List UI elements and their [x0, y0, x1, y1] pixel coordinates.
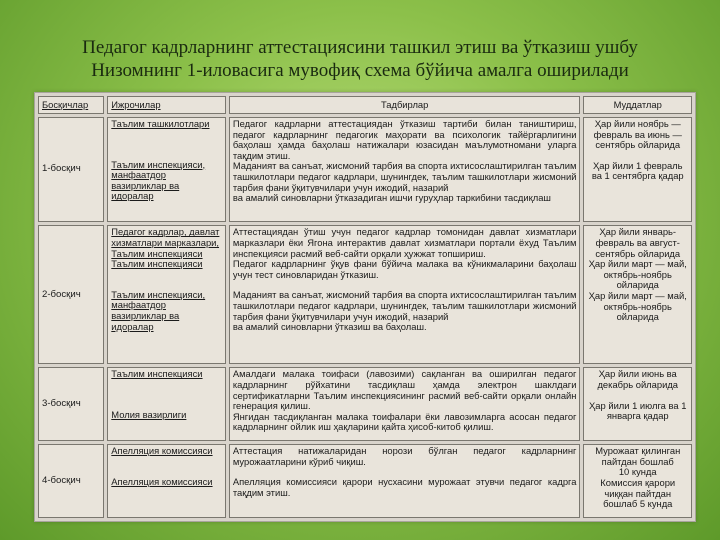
executors-cell [107, 367, 226, 441]
term-text: Ҳар йили июнь ва декабрь ойларида [597, 368, 679, 391]
event-text: Маданият ва санъат, жисмоний тарбия ва спорта ихтисослаштирилган таълим ташкилотлари педагог кадрлари, шунингдек, таълим ташкилотлари жисмоний тарбия фани ўқитувчилари учун ижодий, назарий [232, 289, 577, 322]
term-text: Ҳар йили март — май, октябрь-ноябрь ойларида [588, 289, 687, 323]
term-text: Ҳар йили март — май, октябрь-ноябрь ойларида [588, 258, 687, 291]
attestation-table [34, 92, 696, 522]
table-row [38, 444, 692, 518]
header-events: Тадбирлар [229, 96, 581, 114]
executor-text: Педагог кадрлар, давлат хизматлари марказлари, Таълим инспекцияси [111, 226, 220, 259]
table-row [38, 367, 692, 441]
table-row [38, 225, 692, 364]
term-text: Ҳар йили 1 февраль ва 1 сентябрга қадар [591, 159, 684, 182]
executor-text: Таълим инспекцияси [111, 368, 203, 380]
term-text: Ҳар йили январь-февраль ва август-сентябрь ойларида [595, 226, 681, 259]
header-executors: Ижрочилар [107, 96, 226, 114]
events-cell [229, 367, 581, 441]
term-text: Мурожаат қилинган пайтдан бошлаб [595, 445, 681, 467]
event-text: Янгидан тасдиқланган малака тоифалари ёки лавозимларга асосан педагог кадрларнинг ойлик иш ҳақларини қайта ҳисоб-китоб қилиш. [232, 410, 577, 433]
executor-text: Таълим инспекцияси, манфаатдор вазирликлар ва идоралар [111, 158, 206, 202]
executor-text: Таълим инспекцияси [111, 258, 203, 270]
executor-text: Апелляция комиссияси [111, 445, 213, 457]
term-text: 10 кунда [618, 466, 657, 478]
event-text: ва амалий синовларни ўтказадиган ишчи гуруҳлар таркибини тасдиқлаш [232, 192, 551, 204]
executor-text: Апелляция комиссияси [111, 475, 213, 487]
event-text: Аттестациядан ўтиш учун педагог кадрлар томонидан давлат хизматлари марказлари ёки Ягона интерактив давлат хизматлари портали ёхуд Таълим инспекцияси расмий веб-сайти орқали ҳужжат топшириш. [232, 226, 577, 259]
event-text: Педагог кадрларни аттестациядан ўтказиш тартиби билан таништириш, педагог кадрларнинг педагогик маҳорати ва психологик тайёргарлигини баҳолаш ҳамда баҳолаш натижалари юзасидан маълумотномани уларга тақдим этиш. [232, 118, 577, 161]
event-text: Маданият ва санъат, жисмоний тарбия ва спорта ихтисослаштирилган таълим ташкилотлари педагог кадрлари, шунингдек, таълим ташкилотлари жисмоний тарбия фани ўқитувчилари учун ижодий, назарий [232, 160, 577, 193]
term-text: Ҳар йили 1 июлга ва 1 январга қадар [589, 399, 687, 422]
executors-cell [107, 117, 226, 222]
event-text: Аттестация натижаларидан норози бўлган педагог кадрларнинг мурожаатларини кўриб чиқиш. [232, 445, 577, 467]
stage-cell: 2-босқич [38, 225, 104, 364]
header-row [38, 96, 692, 114]
term-text: Комиссия қарори чиққан пайтдан бошлаб 5 кунда [600, 477, 676, 510]
event-text: Амалдаги малака тоифаси (лавозими) сақланган ва оширилган педагог кадрларнинг рўйхатини тасдиқлаш ҳамда электрон шаклдаги сертификатларни Таълим инспекциясининг расмий веб-сайти орқали онлайн генерация қилиш. [232, 368, 577, 412]
terms-cell [583, 444, 692, 518]
events-cell [229, 225, 581, 364]
stage-cell: 3-босқич [38, 367, 104, 441]
stage-cell: 1-босқич [38, 117, 104, 222]
schema-table [35, 93, 695, 521]
executors-cell [107, 225, 226, 364]
executor-text: Таълим ташкилотлари [111, 118, 210, 129]
event-text: Педагог кадрларнинг ўқув фани бўйича малака ва кўникмаларини баҳолаш учун тест синовларидан ўтказиш. [232, 258, 577, 280]
header-terms: Муддатлар [583, 96, 692, 114]
event-text: Апелляция комиссияси қарори нусхасини мурожаат этувчи педагог кадрга тақдим этиш. [232, 476, 577, 498]
events-cell [229, 117, 581, 222]
table-row [38, 117, 692, 222]
executor-text: Молия вазирлиги [111, 409, 187, 421]
terms-cell [583, 117, 692, 222]
slide-title [0, 36, 720, 82]
events-cell [229, 444, 581, 518]
header-stages: Босқичлар [38, 96, 104, 114]
event-text: ва амалий синовларни ўтказиш ва баҳолаш. [232, 321, 427, 333]
terms-cell [583, 367, 692, 441]
title-line-1: Педагог кадрларнинг аттестациясини ташкил этиш ва ўтказиш ушбу [82, 37, 638, 58]
executor-text: Таълим инспекцияси, манфаатдор вазирликлар ва идоралар [111, 288, 206, 332]
terms-cell [583, 225, 692, 364]
term-text: Ҳар йили ноябрь — февраль ва июнь — сентябрь ойларида [593, 118, 682, 151]
stage-cell: 4-босқич [38, 444, 104, 518]
executors-cell [107, 444, 226, 518]
title-line-2: Низомнинг 1-иловасига мувофиқ схема бўйича амалга оширилади [91, 60, 629, 81]
